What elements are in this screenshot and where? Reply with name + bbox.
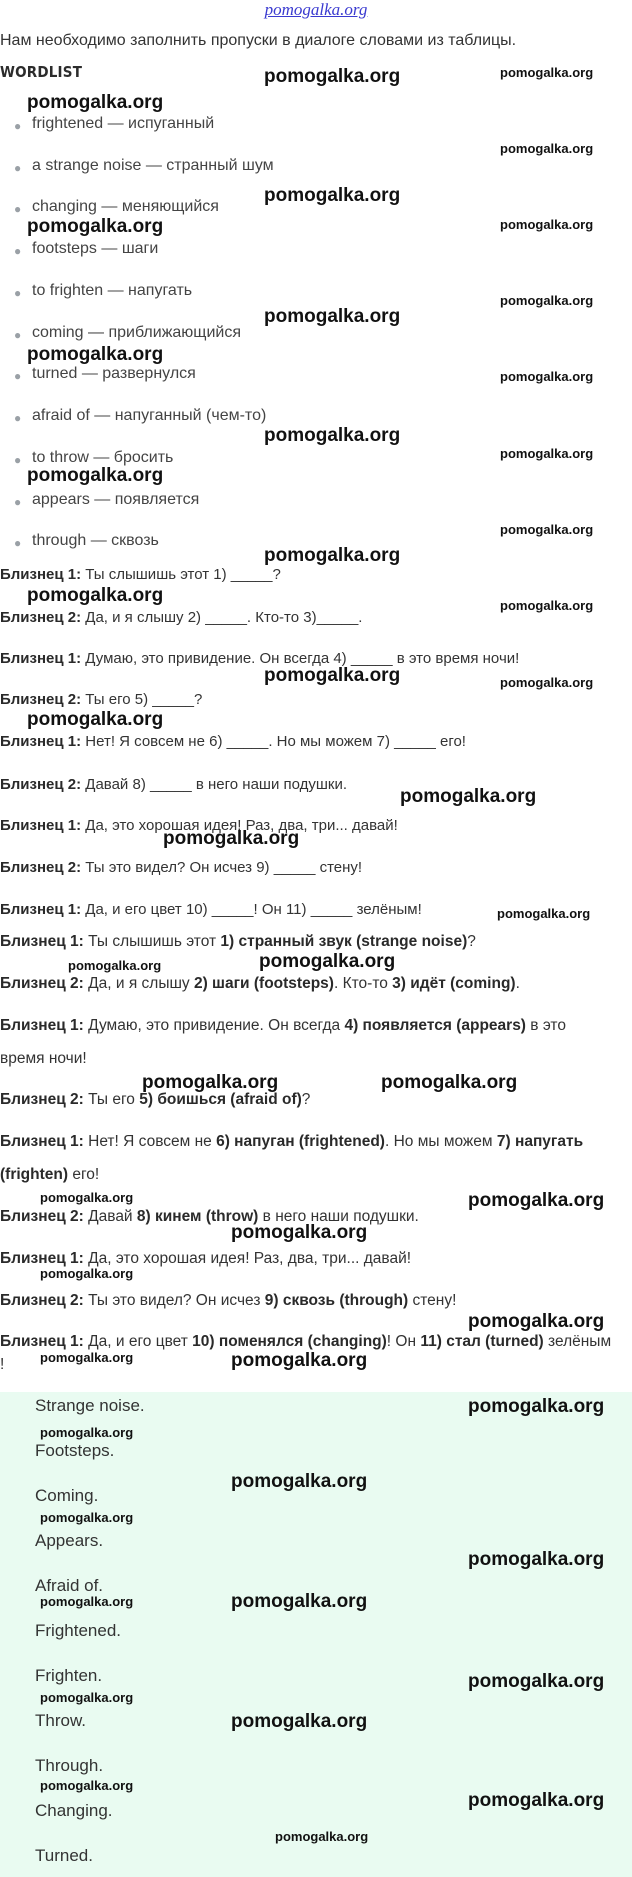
- watermark: pomogalka.org: [500, 598, 594, 613]
- watermark: pomogalka.org: [40, 1350, 134, 1365]
- watermark: pomogalka.org: [40, 1594, 134, 1609]
- answer-line: Близнец 2: Давай 8) кинем (throw) в него наши подушки.: [0, 1208, 419, 1225]
- answer-line-continued: !: [0, 1356, 5, 1373]
- watermark: pomogalka.org: [500, 217, 594, 232]
- bullet-icon: ●: [14, 244, 22, 258]
- answer-line: Близнец 1: Да, и его цвет 10) поменялся (changing)! Он 11) стал (turned) зелёным: [0, 1333, 612, 1350]
- wordlist-title: WORDLIST: [0, 63, 83, 81]
- watermark: pomogalka.org: [468, 1396, 605, 1417]
- dialogue-line: Близнец 1: Думаю, это привидение. Он всегда 4) _____ в это время ночи!: [0, 650, 520, 667]
- watermark: pomogalka.org: [27, 585, 164, 606]
- watermark: pomogalka.org: [40, 1425, 134, 1440]
- watermark: pomogalka.org: [497, 906, 591, 921]
- watermark: pomogalka.org: [231, 1350, 368, 1371]
- watermark: pomogalka.org: [468, 1790, 605, 1811]
- watermark: pomogalka.org: [27, 92, 164, 113]
- bullet-icon: ●: [14, 202, 22, 216]
- watermark: pomogalka.org: [264, 545, 401, 566]
- watermark: pomogalka.org: [264, 665, 401, 686]
- watermark: pomogalka.org: [27, 465, 164, 486]
- watermark: pomogalka.org: [231, 1471, 368, 1492]
- watermark: pomogalka.org: [231, 1591, 368, 1612]
- answer-line: Близнец 1: Ты слышишь этот 1) странный звук (strange noise)?: [0, 933, 476, 950]
- dialogue-line: Близнец 2: Ты его 5) _____?: [0, 691, 203, 708]
- watermark: pomogalka.org: [400, 786, 537, 807]
- bullet-icon: ●: [14, 453, 22, 467]
- watermark: pomogalka.org: [27, 344, 164, 365]
- watermark: pomogalka.org: [500, 522, 594, 537]
- watermark: pomogalka.org: [27, 709, 164, 730]
- watermark: pomogalka.org: [500, 369, 594, 384]
- watermark: pomogalka.org: [40, 1510, 134, 1525]
- answer-line: Близнец 2: Да, и я слышу 2) шаги (footsteps). Кто-то 3) идёт (coming).: [0, 975, 520, 992]
- bullet-icon: ●: [14, 411, 22, 425]
- dialogue-line: Близнец 1: Ты слышишь этот 1) _____?: [0, 566, 281, 583]
- bullet-icon: ●: [14, 328, 22, 342]
- answer-line-continued: время ночи!: [0, 1050, 87, 1067]
- bullet-icon: ●: [14, 286, 22, 300]
- watermark: pomogalka.org: [259, 951, 396, 972]
- watermark: pomogalka.org: [500, 293, 594, 308]
- watermark: pomogalka.org: [468, 1190, 605, 1211]
- watermark: pomogalka.org: [468, 1549, 605, 1570]
- watermark: pomogalka.org: [264, 66, 401, 87]
- answer-line: Близнец 1: Нет! Я совсем не 6) напуган (frightened). Но мы можем 7) напугать: [0, 1133, 584, 1150]
- dialogue-line: Близнец 1: Да, это хорошая идея! Раз, два, три... давай!: [0, 817, 398, 834]
- answer-line: Близнец 1: Думаю, это привидение. Он всегда 4) появляется (appears) в это: [0, 1017, 566, 1034]
- answer-line: Близнец 1: Да, это хорошая идея! Раз, два, три... давай!: [0, 1250, 412, 1267]
- bullet-icon: ●: [14, 161, 22, 175]
- watermark: pomogalka.org: [264, 306, 401, 327]
- watermark: pomogalka.org: [68, 958, 162, 973]
- dialogue-line: Близнец 1: Нет! Я совсем не 6) _____. Но мы можем 7) _____ его!: [0, 733, 466, 750]
- answer-line-continued: (frighten) его!: [0, 1166, 100, 1183]
- watermark: pomogalka.org: [40, 1690, 134, 1705]
- watermark: pomogalka.org: [500, 65, 594, 80]
- watermark: pomogalka.org: [500, 446, 594, 461]
- watermark: pomogalka.org: [142, 1072, 279, 1093]
- watermark: pomogalka.org: [264, 185, 401, 206]
- answer-line: Близнец 2: Ты его 5) боишься (afraid of)?: [0, 1091, 311, 1108]
- site-logo[interactable]: pomogalka.org: [264, 0, 368, 19]
- bullet-icon: ●: [14, 536, 22, 550]
- watermark: pomogalka.org: [40, 1190, 134, 1205]
- watermark: pomogalka.org: [163, 828, 300, 849]
- dialogue-line: Близнец 2: Давай 8) _____ в него наши подушки.: [0, 776, 348, 793]
- watermark: pomogalka.org: [40, 1266, 134, 1281]
- watermark: pomogalka.org: [381, 1072, 518, 1093]
- watermark: pomogalka.org: [468, 1311, 605, 1332]
- watermark: pomogalka.org: [40, 1778, 134, 1793]
- watermark: pomogalka.org: [264, 425, 401, 446]
- dialogue-line: Близнец 1: Да, и его цвет 10) _____! Он 11) _____ зелёным!: [0, 901, 422, 918]
- bullet-icon: ●: [14, 369, 22, 383]
- watermark: pomogalka.org: [27, 216, 164, 237]
- watermark: pomogalka.org: [231, 1711, 368, 1732]
- dialogue-line: Близнец 2: Да, и я слышу 2) _____. Кто-то 3)_____.: [0, 609, 363, 626]
- task-intro: Нам необходимо заполнить пропуски в диалоге словами из таблицы.: [0, 32, 517, 49]
- watermark: pomogalka.org: [275, 1829, 369, 1844]
- dialogue-line: Близнец 2: Ты это видел? Он исчез 9) _____ стену!: [0, 859, 363, 876]
- bullet-icon: ●: [14, 495, 22, 509]
- bullet-icon: ●: [14, 119, 22, 133]
- watermark: pomogalka.org: [500, 675, 594, 690]
- watermark: pomogalka.org: [500, 141, 594, 156]
- answer-line: Близнец 2: Ты это видел? Он исчез 9) сквозь (through) стену!: [0, 1292, 457, 1309]
- watermark: pomogalka.org: [468, 1671, 605, 1692]
- watermark: pomogalka.org: [231, 1222, 368, 1243]
